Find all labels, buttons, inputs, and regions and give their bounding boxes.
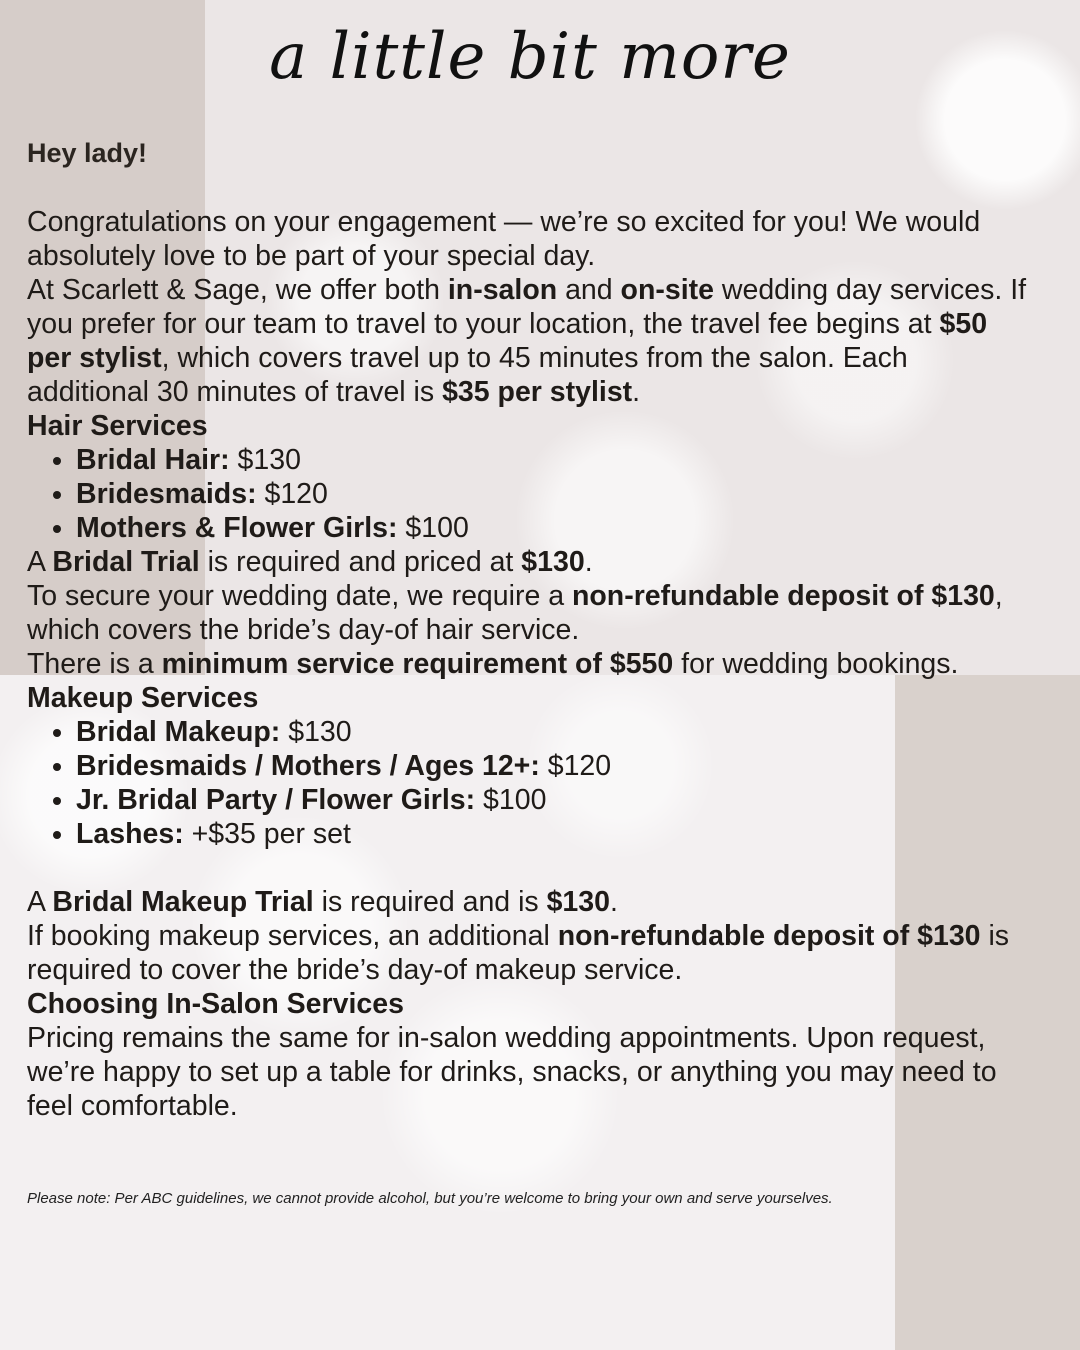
text: , which covers travel up to 45 minutes from the salon. Each additional 30 minutes of travel is [27,342,908,408]
in-salon-paragraph: Pricing remains the same for in-salon wedding appointments. Upon request, we’re happy to set up a table for drinks, snacks, or anything you may need to feel comfortable. [27,1022,997,1122]
text: for wedding bookings. [673,648,959,680]
item-price: $120 [256,478,328,510]
bold-text: non-refundable deposit of $130 [571,580,995,612]
item-label: Bridesmaids / Mothers / Ages 12+: [76,750,540,782]
list-item [76,477,1037,511]
text: , which covers the bride’s day-of hair service. [27,580,1003,646]
bold-text: Bridal Makeup Trial [52,886,314,918]
text: At Scarlett & Sage, we offer both [27,274,448,306]
item-price: +$35 per set [183,818,351,850]
main-content [27,205,1037,1123]
hair-services-list [27,443,1037,545]
bold-text: on-site [620,274,714,306]
text: wedding day services. If you prefer for our team to travel to your location, the travel fee begins at [27,274,1027,340]
bold-text: $130 [546,886,610,918]
hair-trial-paragraph [27,545,1037,579]
item-label: Bridal Hair: [76,444,230,476]
bold-text: in-salon [447,274,558,306]
text: is required and is [313,886,547,918]
item-price: $130 [229,444,301,476]
list-item [76,511,1037,545]
text: If booking makeup services, an additional [27,920,558,952]
text: and [557,274,621,306]
list-item [76,715,1037,749]
text: There is a [27,648,162,680]
text: A [27,546,53,578]
item-label: Lashes: [76,818,184,850]
list-item [76,443,1037,477]
item-label: Jr. Bridal Party / Flower Girls: [76,784,476,816]
list-item [76,749,1037,783]
in-salon-heading: Choosing In-Salon Services [27,988,404,1020]
bold-text: non-refundable deposit of $130 [557,920,981,952]
makeup-services-heading: Makeup Services [27,682,259,714]
makeup-services-list [27,715,1037,851]
spacer [27,851,1037,885]
bold-text: $35 per stylist [442,376,633,408]
text: is required and priced at [199,546,522,578]
text: To secure your wedding date, we require a [27,580,572,612]
greeting: Hey lady! [27,138,148,168]
hair-deposit-paragraph [27,579,1037,647]
item-price: $100 [475,784,547,816]
makeup-trial-paragraph [27,885,1037,919]
text: is required to cover the bride’s day-of makeup service. [27,920,1010,986]
hair-minimum-paragraph [27,647,1037,681]
text: . [609,886,618,918]
bold-text: $130 [521,546,585,578]
item-label: Bridesmaids: [76,478,257,510]
hair-services-heading: Hair Services [27,410,208,442]
item-label: Mothers & Flower Girls: [76,512,398,544]
makeup-deposit-paragraph [27,919,1037,987]
text: A [27,886,53,918]
text: . [632,376,641,408]
item-label: Bridal Makeup: [76,716,281,748]
bold-text: Bridal Trial [52,546,200,578]
footnote: Please note: Per ABC guidelines, we cannot provide alcohol, but you’re welcome to bring your own and serve yourselves. [27,1190,833,1207]
text: . [584,546,593,578]
intro-paragraph: Congratulations on your engagement — we’re so excited for you! We would absolutely love to be part of your special day. [27,206,981,272]
bold-text: $50 per stylist [27,308,988,374]
item-price: $130 [280,716,352,748]
page-title: a little bit more [269,20,791,94]
bold-text: minimum service requirement of $550 [161,648,674,680]
travel-paragraph [27,273,1037,409]
list-item [76,817,1037,851]
item-price: $120 [539,750,612,782]
item-price: $100 [397,512,469,544]
list-item [76,783,1037,817]
